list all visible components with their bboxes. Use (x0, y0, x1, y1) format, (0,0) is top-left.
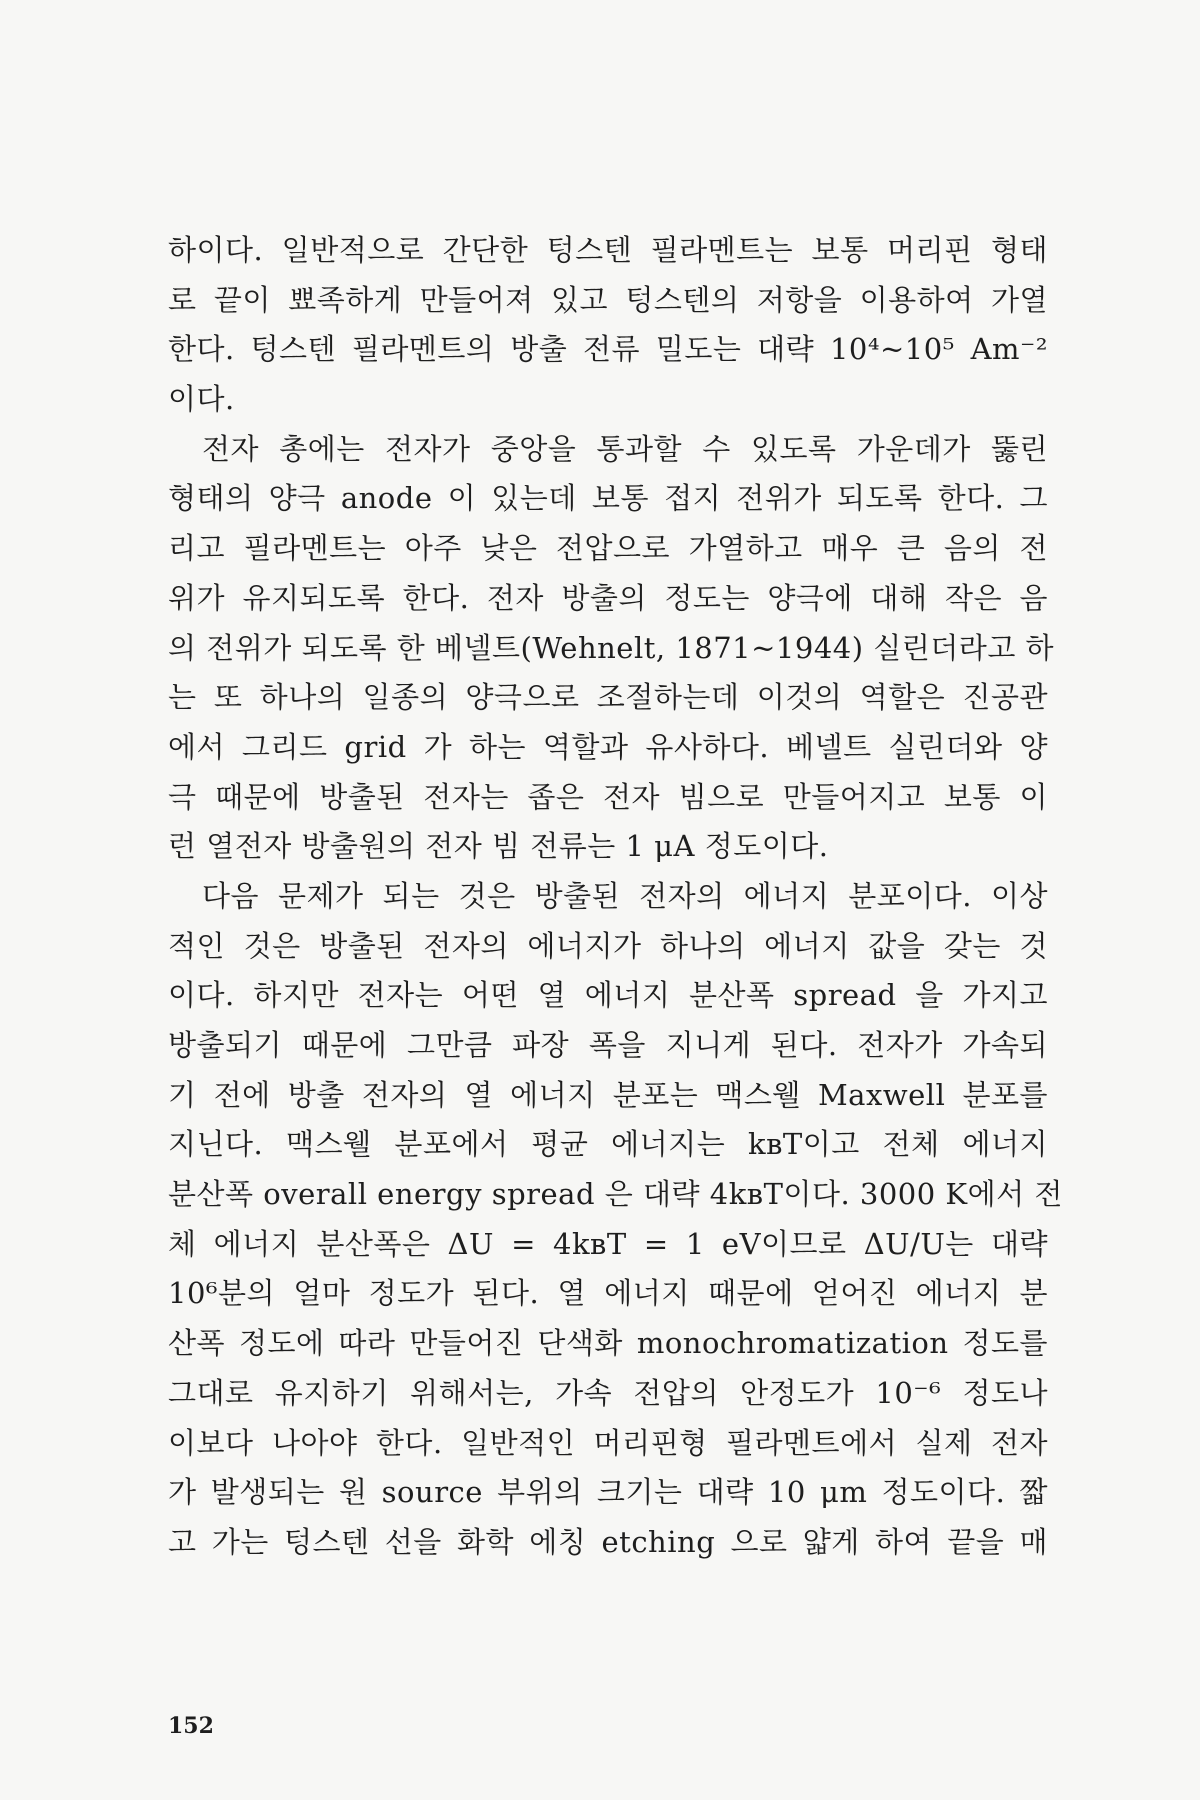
text-line: 체 에너지 분산폭은 ΔU = 4kʙT = 1 eV이므로 ΔU/U는 대략 (168, 1226, 1048, 1261)
text-line: 그대로 유지하기 위해서는, 가속 전압의 안정도가 10⁻⁶ 정도나 (168, 1375, 1048, 1410)
text-line: 이다. 하지만 전자는 어떤 열 에너지 분산폭 spread 을 가지고 (168, 978, 1048, 1013)
text-line: 리고 필라멘트는 아주 낮은 전압으로 가열하고 매우 큰 음의 전 (168, 531, 1048, 566)
text-line: 이다. (168, 382, 235, 417)
paragraph-start-line: 전자 총에는 전자가 중앙을 통과할 수 있도록 가운데가 뚫린 (202, 431, 1048, 466)
text-line: 의 전위가 되도록 한 베넬트(Wehnelt, 1871~1944) 실린더라고 하 (168, 630, 1055, 665)
text-line: 산폭 정도에 따라 만들어진 단색화 monochromatization 정도를 (168, 1326, 1048, 1361)
text-line: 런 열전자 방출원의 전자 빔 전류는 1 μA 정도이다. (168, 829, 829, 864)
text-line: 적인 것은 방출된 전자의 에너지가 하나의 에너지 값을 갖는 것 (168, 928, 1048, 963)
text-line: 지닌다. 맥스웰 분포에서 평균 에너지는 kʙT이고 전체 에너지 (168, 1127, 1048, 1162)
text-line: 고 가는 텅스텐 선을 화학 에칭 etching 으로 얇게 하여 끝을 매 (168, 1524, 1048, 1559)
text-line: 10⁶분의 얼마 정도가 된다. 열 에너지 때문에 얻어진 에너지 분 (168, 1276, 1048, 1311)
text-line: 기 전에 방출 전자의 열 에너지 분포는 맥스웰 Maxwell 분포를 (168, 1077, 1048, 1112)
text-line: 극 때문에 방출된 전자는 좁은 전자 빔으로 만들어지고 보통 이 (168, 779, 1048, 814)
body-text (168, 226, 1063, 1568)
text-line: 로 끝이 뾰족하게 만들어져 있고 텅스텐의 저항을 이용하여 가열 (168, 282, 1048, 317)
paragraph-start-line: 다음 문제가 되는 것은 방출된 전자의 에너지 분포이다. 이상 (202, 878, 1048, 913)
text-line: 분산폭 overall energy spread 은 대략 4kʙT이다. 3000 K에서 전 (168, 1177, 1063, 1212)
text-line: 가 발생되는 원 source 부위의 크기는 대략 10 μm 정도이다. 짧 (168, 1475, 1048, 1510)
text-line: 방출되기 때문에 그만큼 파장 폭을 지니게 된다. 전자가 가속되 (168, 1028, 1048, 1062)
text-line: 하이다. 일반적으로 간단한 텅스텐 필라멘트는 보통 머리핀 형태 (168, 233, 1048, 267)
text-line: 한다. 텅스텐 필라멘트의 방출 전류 밀도는 대략 10⁴~10⁵ Am⁻² (168, 332, 1048, 367)
page-number: 152 (168, 1713, 214, 1739)
text-line: 는 또 하나의 일종의 양극으로 조절하는데 이것의 역할은 진공관 (168, 680, 1048, 715)
text-line: 형태의 양극 anode 이 있는데 보통 접지 전위가 되도록 한다. 그 (168, 481, 1048, 516)
text-line: 이보다 나아야 한다. 일반적인 머리핀형 필라멘트에서 실제 전자 (168, 1425, 1048, 1460)
text-line: 위가 유지되도록 한다. 전자 방출의 정도는 양극에 대해 작은 음 (168, 580, 1048, 615)
text-line: 에서 그리드 grid 가 하는 역할과 유사하다. 베넬트 실린더와 양 (168, 729, 1048, 764)
